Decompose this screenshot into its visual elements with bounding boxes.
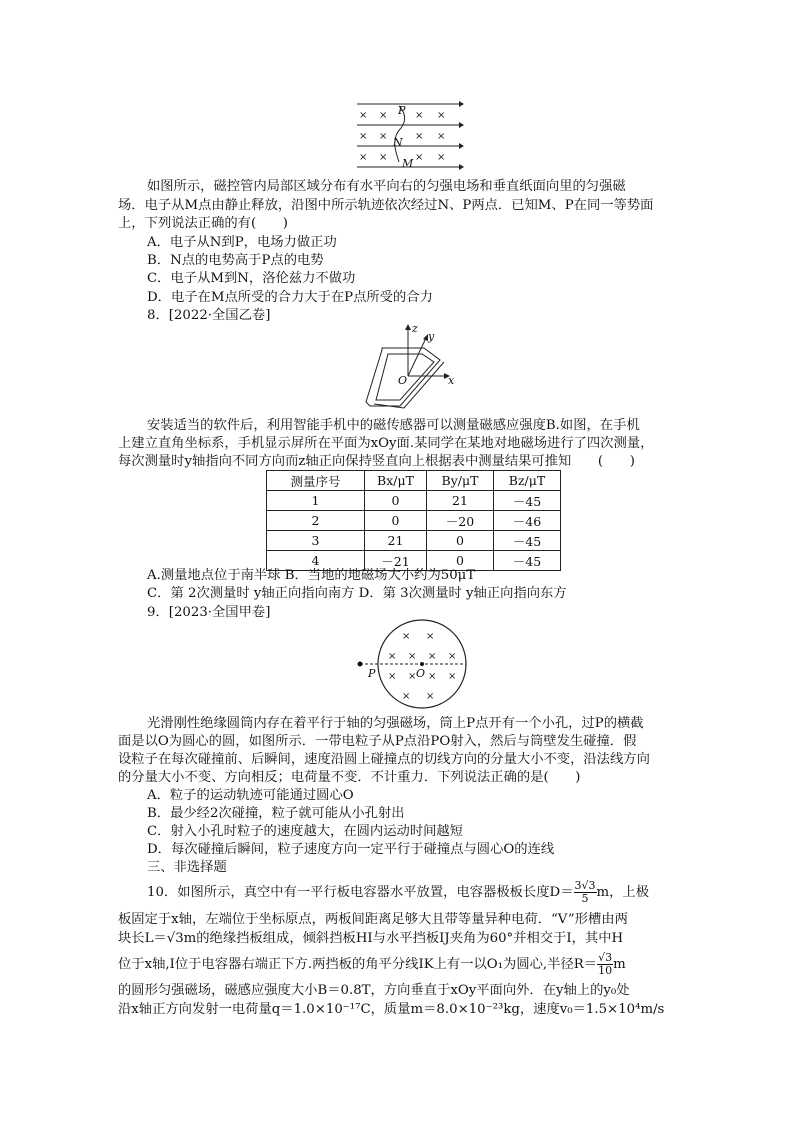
fraction-denominator: 10 (598, 964, 613, 977)
field-cross: × (415, 110, 424, 121)
table-cell: 0 (365, 511, 427, 531)
measurement-table (266, 470, 561, 571)
q10-line-1 (147, 880, 649, 905)
q10-line-6: 沿x轴正方向发射一电荷量q＝1.0×10⁻¹⁷C，质量m＝8.0×10⁻²³kg，速度v₀＝1.5×10⁴m/s (118, 1002, 665, 1017)
svg-text:×: × (428, 671, 437, 682)
q9-stem-line: 设粒子在每次碰撞前、后瞬间，速度沿圆上碰撞点的切线方向的分量大小不变，沿法线方向 (118, 752, 650, 767)
field-cross: × (359, 152, 368, 163)
field-cross: × (415, 152, 424, 163)
table-row (267, 531, 561, 551)
svg-text:×: × (408, 651, 417, 662)
q10-line-1-tail: m，上极 (596, 885, 650, 900)
table-cell: 4 (267, 551, 365, 571)
field-cross: × (359, 131, 368, 142)
table-cell: 3 (267, 531, 365, 551)
q9-option-c: C．射入小孔时粒子的速度越大，在圆内运动时间越短 (147, 824, 464, 839)
svg-text:×: × (426, 631, 435, 642)
svg-text:×: × (428, 651, 437, 662)
q8-options-cd: C．第 2次测量时 y轴正向指向南方 D．第 3次测量时 y轴正向指向东方 (147, 586, 567, 601)
axis-x-label: x (448, 374, 455, 387)
table-header-cell: Bz/μT (494, 471, 561, 491)
table-header-cell: By/μT (427, 471, 494, 491)
table-cell: －45 (494, 551, 561, 571)
table-cell: 21 (427, 491, 494, 511)
point-m-label: M (402, 157, 414, 170)
table-cell: 0 (427, 551, 494, 571)
svg-text:×: × (448, 671, 457, 682)
table-header-row (267, 471, 561, 491)
phone-axes-figure (360, 322, 460, 410)
table-cell: 2 (267, 511, 365, 531)
q10-line-4-text: 位于x轴,I位于电容器右端正下方.两挡板的角平分线IK上有一以O₁为圆心,半径R＝ (118, 957, 598, 972)
table-row (267, 511, 561, 531)
q9-option-a: A．粒子的运动轨迹可能通过圆心O (147, 788, 354, 803)
magnetron-figure (355, 100, 465, 172)
table-cell: －45 (494, 491, 561, 511)
q7-option-d: D．电子在M点所受的合力大于在P点所受的合力 (147, 290, 433, 305)
q9-stem-line: 光滑刚性绝缘圆筒内存在着平行于轴的匀强磁场，筒上P点开有一个小孔，过P的横截 (147, 716, 644, 731)
q8-options-ab: A.测量地点位于南半球 B．当地的地磁场大小约为50μT (147, 568, 476, 583)
table-header-cell: 测量序号 (267, 471, 365, 491)
cylinder-cross-section-figure (352, 618, 472, 712)
q7-option-c: C．电子从M到N，洛伦兹力不做功 (147, 271, 356, 286)
field-cross: × (379, 110, 388, 121)
field-cross: × (437, 152, 446, 163)
point-n-label: N (393, 136, 403, 149)
field-cross: × (379, 152, 388, 163)
length-fraction (574, 880, 597, 905)
q9-stem-line: 的分量大小不变、方向相反；电荷量不变．不计重力．下列说法正确的是( ) (118, 770, 581, 785)
center-o-label: O (416, 667, 426, 680)
table-header-cell: Bx/μT (365, 471, 427, 491)
q9-option-d: D．每次碰撞后瞬间，粒子速度方向一定平行于碰撞点与圆心O的连线 (147, 842, 555, 857)
svg-text:×: × (388, 671, 397, 682)
svg-text:×: × (402, 631, 411, 642)
q10-line-1-text: 10．如图所示，真空中有一平行板电容器水平放置，电容器极板长度D＝ (147, 885, 574, 900)
svg-text:×: × (448, 651, 457, 662)
table-cell: －46 (494, 511, 561, 531)
field-cross: × (379, 131, 388, 142)
field-cross: × (415, 131, 424, 142)
svg-text:×: × (402, 691, 411, 702)
q10-line-3: 块长L＝√3m的绝缘挡板组成，倾斜挡板HI与水平挡板IJ夹角为60°并相交于I，其中H (118, 931, 624, 946)
fraction-numerator: √3 (598, 951, 613, 964)
q8-stem-line: 上建立直角坐标系，手机显示屏所在平面为xOy面.某同学在某地对地磁场进行了四次测量， (118, 436, 654, 451)
q10-line-4-tail: m (613, 957, 626, 972)
q7-option-a: A．电子从N到P，电场力做正功 (147, 235, 337, 250)
q9-heading: 9．[2023·全国甲卷] (147, 605, 271, 620)
table-cell: －21 (365, 551, 427, 571)
section-heading: 三、非选择题 (147, 860, 227, 875)
axis-y-label: y (428, 330, 435, 343)
q8-heading: 8．[2022·全国乙卷] (147, 308, 271, 323)
table-cell: 0 (427, 531, 494, 551)
axis-z-label: z (412, 322, 418, 335)
q7-stem-line: 如图所示，磁控管内局部区域分布有水平向右的匀强电场和垂直纸面向里的匀强磁 (147, 179, 626, 194)
q10-line-5: 的圆形匀强磁场，磁感应强度大小B＝0.8T，方向垂直于xOy平面向外．在y轴上的y₀处 (118, 983, 630, 998)
field-cross: × (437, 110, 446, 121)
q10-line-2: 板固定于x轴，左端位于坐标原点，两板间距离足够大且带等量异种电荷．“V”形槽由两 (118, 912, 628, 927)
svg-text:×: × (388, 651, 397, 662)
table-cell: －45 (494, 531, 561, 551)
hole-p-label: P (368, 667, 376, 680)
field-cross: × (359, 110, 368, 121)
q7-stem-line: 场．电子从M点由静止释放，沿图中所示轨迹依次经过N、P两点．已知M、P在同一等势面 (118, 198, 654, 213)
table-cell: 1 (267, 491, 365, 511)
table-cell: 0 (365, 491, 427, 511)
q7-option-b: B．N点的电势高于P点的电势 (147, 253, 324, 268)
point-p-label: P (398, 104, 406, 117)
radius-fraction (597, 952, 613, 977)
q7-stem-line: 上，下列说法正确的有( ) (118, 216, 288, 231)
origin-label: O (398, 374, 408, 387)
field-cross: × (437, 131, 446, 142)
table-cell: －20 (427, 511, 494, 531)
fraction-numerator: 3√3 (574, 879, 596, 892)
table-row (267, 491, 561, 511)
q8-stem-line: 每次测量时y轴指向不同方向而z轴正向保持竖直向上根据表中测量结果可推知 ( ) (118, 454, 635, 469)
svg-text:×: × (408, 671, 417, 682)
svg-text:×: × (426, 691, 435, 702)
q8-stem-line: 安装适当的软件后，利用智能手机中的磁传感器可以测量磁感应强度B.如图，在手机 (147, 418, 640, 433)
q9-stem-line: 面是以O为圆心的圆，如图所示．一带电粒子从P点沿PO射入，然后与筒壁发生碰撞．假 (118, 734, 637, 749)
q10-line-4 (118, 952, 626, 977)
table-cell: 21 (365, 531, 427, 551)
q9-option-b: B．最少经2次碰撞，粒子就可能从小孔射出 (147, 806, 405, 821)
fraction-denominator: 5 (581, 892, 589, 905)
